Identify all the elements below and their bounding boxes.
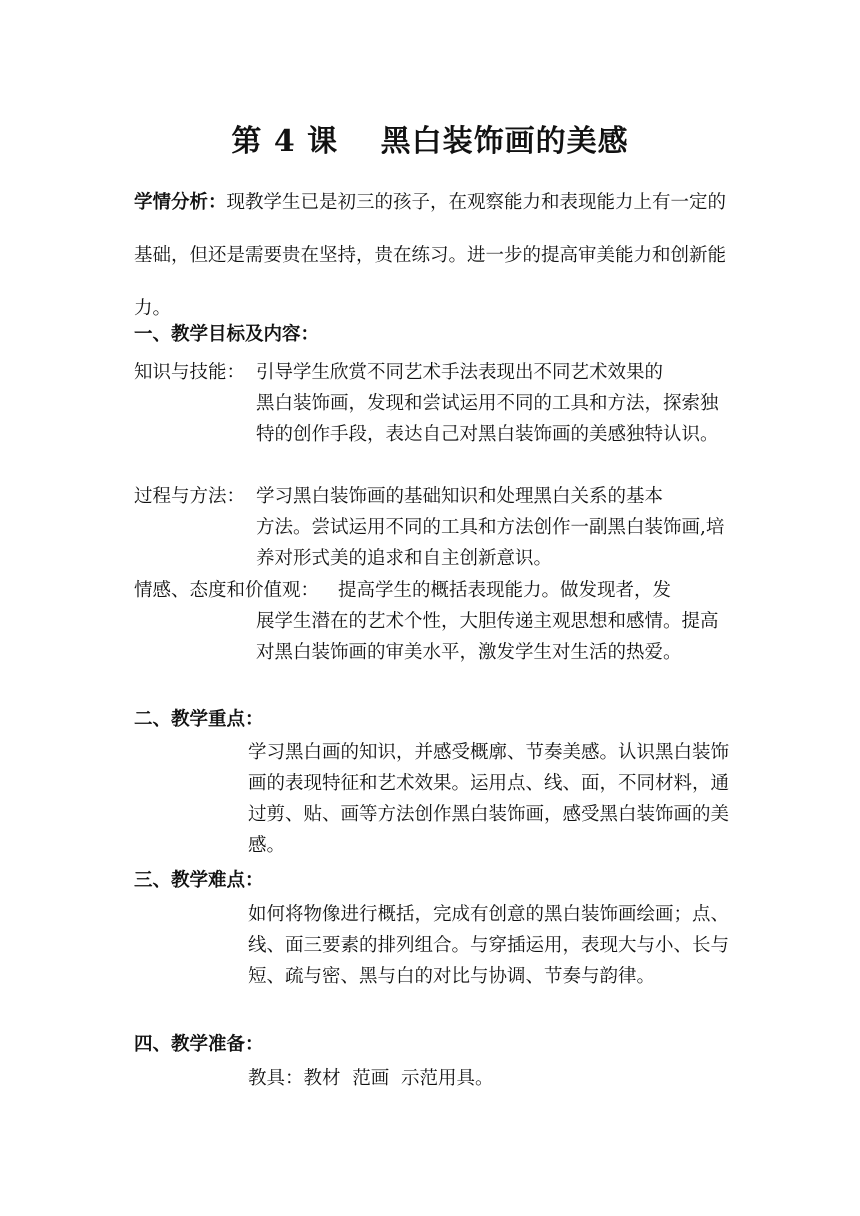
objective-term: 知识与技能： [134,362,246,383]
objective-term: 情感、态度和价值观： [134,580,320,601]
section-heading-key-points: 二、教学重点： [134,709,264,730]
learning-analysis-text: 现教学生已是初三的孩子，在观察能力和表现能力上有一定的基础，但还是需要贵在坚持，贵在练习。进一步的提高审美能力和创新能力。 [134,192,727,319]
section-heading-difficulties: 三、教学难点： [134,870,264,891]
objective-first-holder [338,575,732,606]
objective-body [256,606,732,668]
objective-first-line: 学习黑白装饰画的基础知识和处理黑白关系的基本 [256,486,664,507]
objective-body [256,357,732,450]
objective-term: 过程与方法： [134,486,246,507]
difficulties-text: 如何将物像进行概括，完成有创意的黑白装饰画绘画；点、线、面三要素的排列组合。与穿插运用，表现大与小、长与短、疏与密、黑与白的对比与协调、节奏与韵律。 [248,904,730,987]
objective-first-line: 引导学生欣赏不同艺术手法表现出不同艺术效果的 [256,362,664,383]
section-heading-preparation: 四、教学准备： [134,1034,264,1055]
learning-analysis-label: 学情分析： [134,192,227,213]
objective-body [256,481,732,574]
key-points-text: 学习黑白画的知识，并感受概廓、节奏美感。认识黑白装饰画的表现特征和艺术效果。运用点、线、面，不同材料，通过剪、贴、画等方法创作黑白装饰画，感受黑白装饰画的美感。 [248,742,730,856]
page-title: 第 4 课 黑白装饰画的美感 [231,124,629,159]
section-heading-objectives: 一、教学目标及内容： [134,324,320,345]
objective-rest: 方法。尝试运用不同的工具和方法创作一副黑白装饰画,培养对形式美的追求和自主创新意识。 [256,517,725,569]
objective-first-line: 提高学生的概括表现能力。做发现者，发 [338,580,672,601]
preparation-text: 教具：教材 范画 示范用具。 [248,1068,494,1089]
objective-rest: 展学生潜在的艺术个性，大胆传递主观思想和感情。提高对黑白装饰画的审美水平，激发学生对生活的热爱。 [256,611,719,663]
objective-rest: 黑白装饰画，发现和尝试运用不同的工具和方法，探索独特的创作手段，表达自己对黑白装饰画的美感独特认识。 [256,393,719,445]
learning-analysis [134,176,734,335]
